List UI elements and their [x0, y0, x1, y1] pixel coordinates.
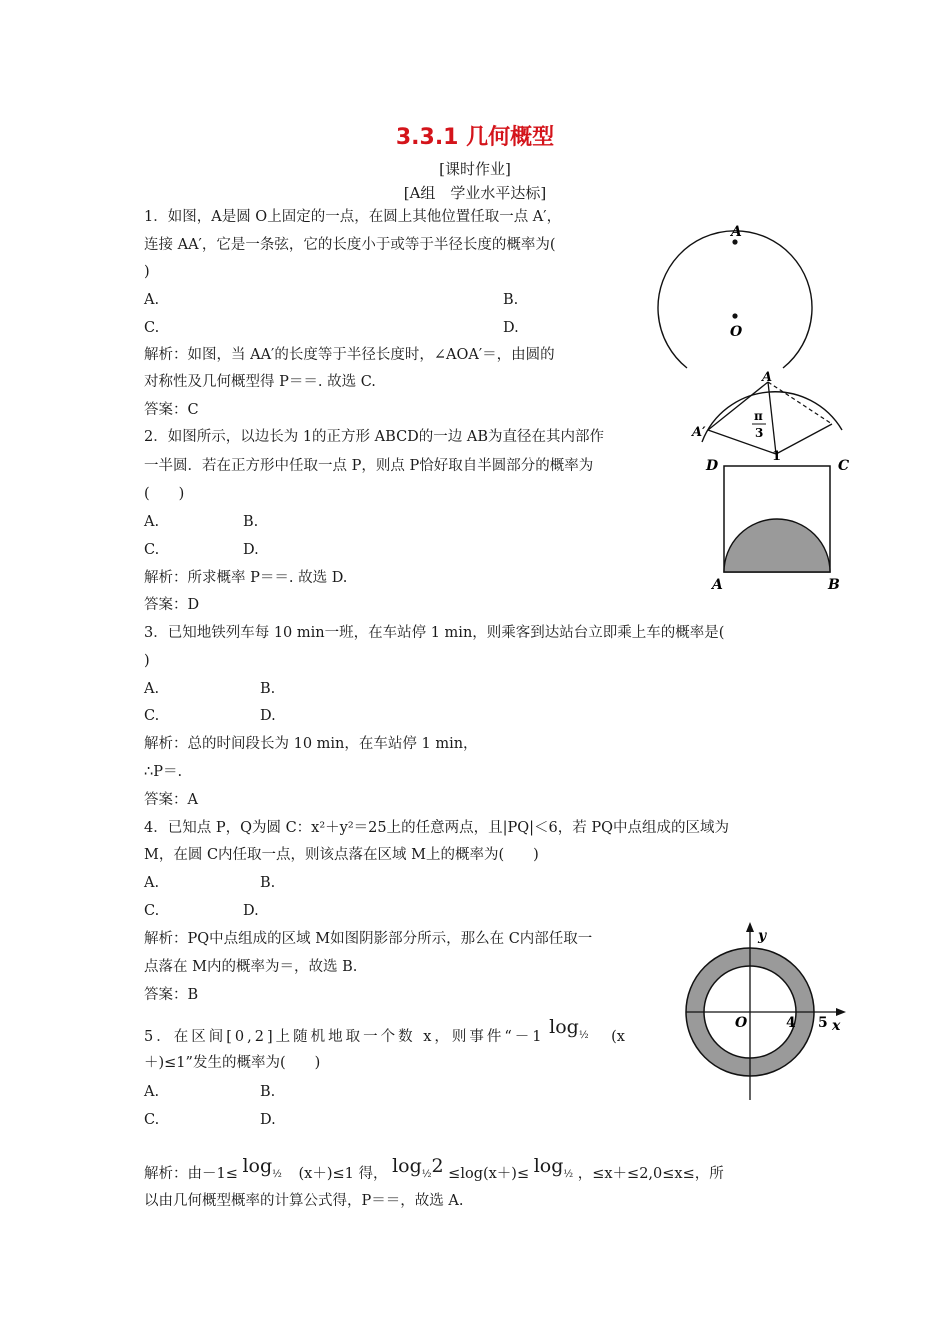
q3-answer: 答案：A — [144, 792, 198, 808]
q3-solution-line2: ∴P＝. — [144, 764, 183, 780]
fig1b-label-aprime: A′ — [692, 425, 706, 440]
q5-stem-line2: ＋)≤1”发生的概率为( ) — [144, 1055, 321, 1071]
fig1-label-o: O — [730, 324, 743, 340]
page-title: 3.3.1 几何概型 — [395, 125, 555, 150]
q1-stem-line2: 连接 AA′，它是一条弦，它的长度小于或等于半径长度的概率为( — [144, 237, 556, 253]
q5-sol-log3 — [533, 1155, 574, 1180]
q2-answer: 答案：D — [144, 597, 200, 613]
q4-option-d[interactable]: D. — [243, 903, 259, 919]
q5-sol-log1-base: ½ — [272, 1168, 282, 1180]
fig1b-label-3: 3 — [755, 426, 764, 440]
fig4-label-y: y — [758, 928, 767, 944]
fig1-label-a: A — [731, 224, 742, 240]
group-label: [A组 学业水平达标] — [403, 184, 547, 202]
fig2-label-1: 1 — [772, 449, 782, 464]
q5-option-b[interactable]: B. — [260, 1084, 276, 1100]
fig4-label-5: 5 — [818, 1015, 828, 1031]
fig2-label-c: C — [838, 458, 850, 474]
q3-solution-line1: 解析：总的时间段长为 10 min，在车站停 1 min， — [144, 736, 478, 752]
q2-stem-line1: 2．如图所示，以边长为 1的正方形 ABCD的一边 AB为直径在其内部作 — [144, 429, 605, 445]
q5-sol-log1-text: log — [242, 1155, 273, 1177]
q5-sol-part-d: ≤log(x＋)≤ — [448, 1166, 530, 1182]
q4-option-c[interactable]: C. — [144, 903, 160, 919]
q1-option-b[interactable]: B. — [503, 292, 519, 308]
q1-option-a[interactable]: A. — [144, 292, 160, 308]
figure-q1-circle — [655, 222, 815, 372]
q2-stem-line2: 一半圆．若在正方形中任取一点 P，则点 P恰好取自半圆部分的概率为 — [144, 458, 594, 474]
q4-stem-line2: M，在圆 C内任取一点，则该点落在区域 M上的概率为( ) — [144, 847, 539, 863]
q5-stem-text-a: 5．在区间[0,2]上随机地取一个数 x，则事件“－1 — [144, 1029, 545, 1045]
q2-solution: 解析：所求概率 P＝＝. 故选 D. — [144, 570, 348, 586]
q5-sol-part-b: (x＋)≤1 得， — [298, 1166, 388, 1182]
q5-option-a[interactable]: A. — [144, 1084, 160, 1100]
q5-sol-log2 — [392, 1155, 444, 1180]
q3-option-d[interactable]: D. — [260, 708, 276, 724]
figure-q1-chord — [690, 370, 860, 455]
q1-stem-line3: ) — [144, 264, 150, 280]
q4-option-a[interactable]: A. — [144, 875, 160, 891]
fig1b-label-a: A — [762, 370, 773, 385]
q4-stem-line1: 4．已知点 P，Q为圆 C：x²＋y²＝25上的任意两点，且|PQ|＜6，若 PQ中点组成的区域为 — [144, 820, 730, 836]
figure-q2-square — [700, 446, 860, 592]
q5-sol-log2-base: ½ — [421, 1168, 432, 1180]
section-label: [课时作业] — [439, 160, 511, 178]
q1-option-d[interactable]: D. — [503, 320, 519, 336]
q2-option-c[interactable]: C. — [144, 542, 160, 558]
q5-sol-log2-arg: 2 — [431, 1155, 444, 1177]
q1-option-c[interactable]: C. — [144, 320, 160, 336]
q3-stem-line2: ) — [144, 653, 150, 669]
q5-log-term — [549, 1016, 589, 1041]
q1-answer: 答案：C — [144, 402, 199, 418]
fig2-label-a: A — [712, 577, 723, 592]
q1-stem-line1: 1．如图，A是圆 O上固定的一点，在圆上其他位置任取一点 A′， — [144, 209, 562, 225]
fig1b-label-pi: π — [754, 409, 763, 423]
fig2-label-b: B — [828, 577, 840, 592]
q5-solution-line2: 以由几何概型概率的计算公式得，P＝＝，故选 A. — [144, 1193, 464, 1209]
q5-sol-log1 — [242, 1155, 282, 1180]
q5-stem-line1 — [144, 1016, 625, 1054]
q4-solution-line1: 解析：PQ中点组成的区域 M如图阴影部分所示，那么在 C内部任取一 — [144, 931, 593, 947]
q2-option-a[interactable]: A. — [144, 514, 160, 530]
q1-solution-line1: 解析：如图，当 AA′的长度等于半径长度时，∠AOA′＝，由圆的 — [144, 347, 555, 363]
q2-option-b[interactable]: B. — [243, 514, 259, 530]
q1-solution-line2: 对称性及几何概型得 P＝＝. 故选 C. — [144, 374, 376, 390]
q5-stem-text-b: (x — [611, 1029, 625, 1045]
q5-sol-log3-text: log — [533, 1155, 564, 1177]
q3-option-b[interactable]: B. — [260, 681, 276, 697]
fig2-label-d: D — [706, 458, 719, 474]
q5-option-c[interactable]: C. — [144, 1112, 160, 1128]
q4-solution-line2: 点落在 M内的概率为＝，故选 B. — [144, 959, 358, 975]
q5-sol-part-e: ，≤x＋≤2,0≤x≤，所 — [577, 1166, 724, 1182]
fig4-label-4: 4 — [786, 1015, 796, 1031]
figure-q4-annulus — [680, 920, 850, 1105]
q2-stem-line3: ( ) — [144, 486, 185, 502]
q3-option-c[interactable]: C. — [144, 708, 160, 724]
q3-option-a[interactable]: A. — [144, 681, 160, 697]
q4-answer: 答案：B — [144, 987, 199, 1003]
q5-sol-log2-text: log — [392, 1155, 422, 1177]
fig4-label-o: O — [735, 1015, 748, 1031]
q5-option-d[interactable]: D. — [260, 1112, 276, 1128]
q5-log-base: ½ — [578, 1029, 589, 1041]
q2-option-d[interactable]: D. — [243, 542, 259, 558]
q5-sol-log3-base: ½ — [563, 1168, 574, 1180]
q4-option-b[interactable]: B. — [260, 875, 276, 891]
q5-solution-line1 — [144, 1155, 724, 1191]
fig4-label-x: x — [832, 1018, 841, 1034]
q5-log-text: log — [549, 1016, 579, 1038]
q5-sol-part-a: 解析：由－1≤ — [144, 1166, 238, 1182]
q3-stem-line1: 3．已知地铁列车每 10 min一班，在车站停 1 min，则乘客到达站台立即乘上车的概率是( — [144, 625, 725, 641]
